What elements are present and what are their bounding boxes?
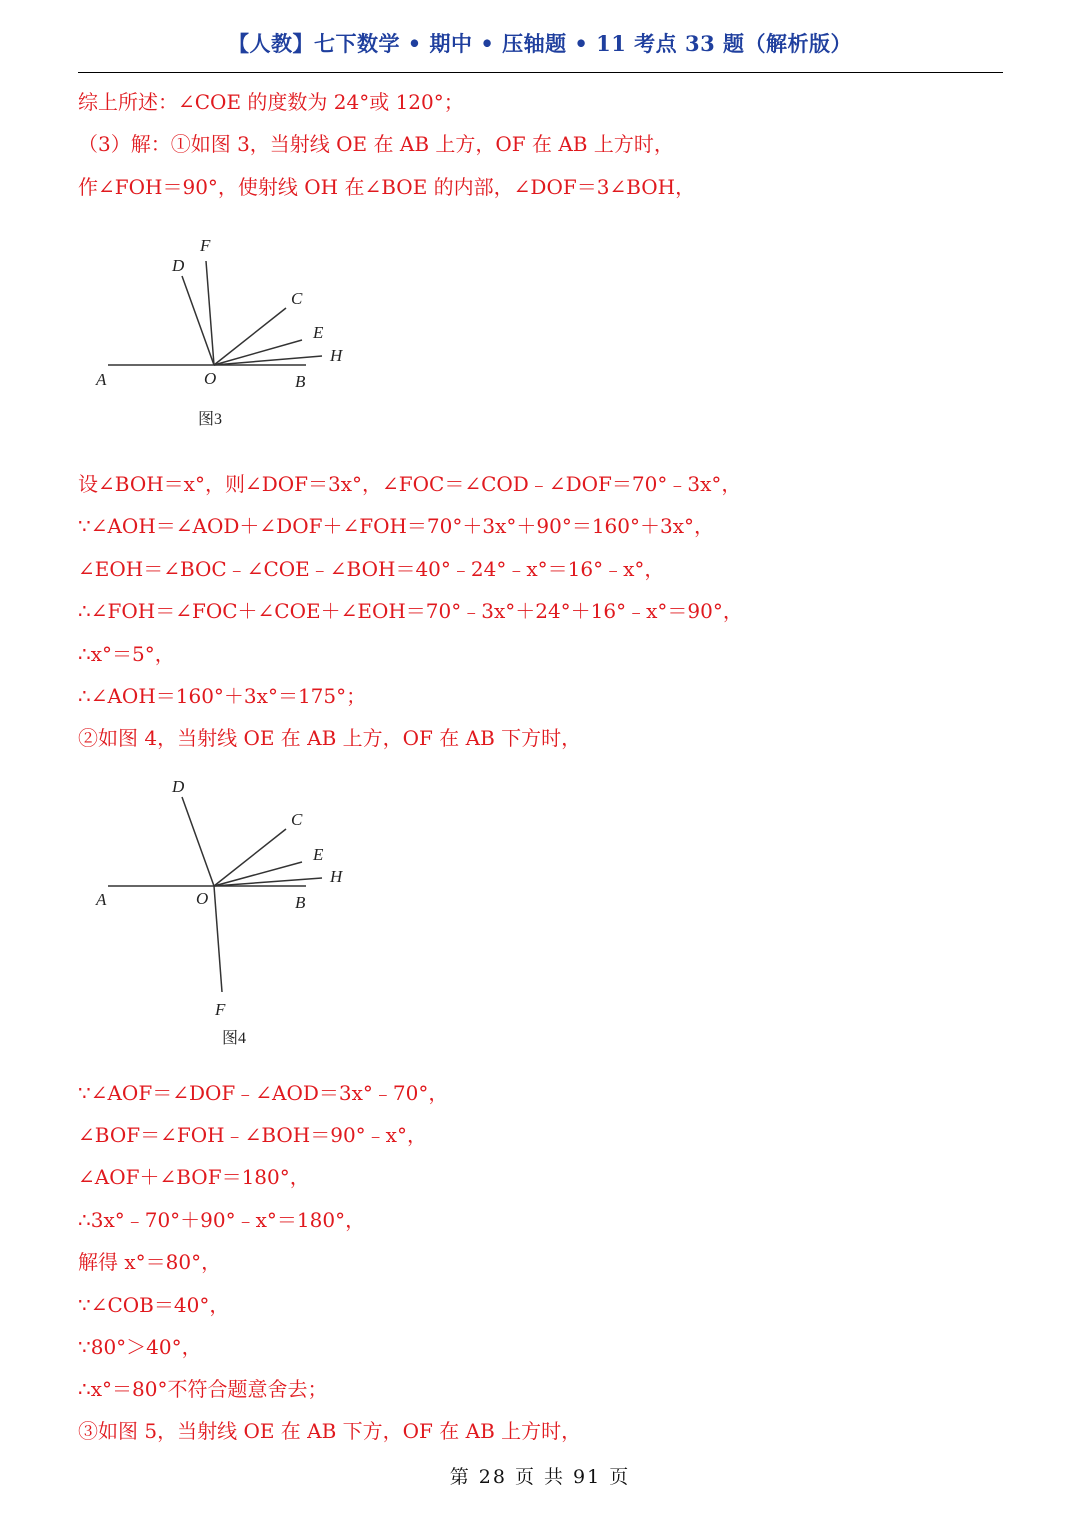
ray-oc	[214, 829, 286, 886]
label-f: F	[200, 236, 211, 255]
ray-of	[206, 261, 214, 365]
text-line-13: ∠AOF＋∠BOF＝180°，	[78, 1165, 310, 1189]
label-c: C	[291, 810, 303, 829]
page-footer: 第 28 页 共 91 页	[449, 1466, 631, 1488]
label-b: B	[295, 893, 306, 912]
header-divider	[78, 72, 1003, 73]
figure-3	[90, 228, 360, 438]
label-o: O	[204, 369, 217, 388]
text-line-6: ∠EOH＝∠BOC﹣∠COE﹣∠BOH＝40°﹣24°﹣x°＝16°﹣x°，	[78, 557, 665, 581]
ray-od	[182, 276, 214, 365]
text-line-14: ∴3x°﹣70°＋90°﹣x°＝180°，	[78, 1208, 366, 1232]
text-line-8: ∴x°＝5°，	[78, 642, 175, 666]
label-o: O	[196, 889, 209, 908]
ray-of	[214, 886, 222, 992]
text-line-18: ∴x°＝80°不符合题意舍去；	[78, 1377, 328, 1401]
page-header-title: 【人教】七下数学 • 期中 • 压轴题 • 11 考点 33 题（解析版）	[227, 31, 852, 56]
label-a: A	[96, 890, 107, 909]
label-c: C	[291, 289, 303, 308]
label-a: A	[96, 370, 107, 389]
label-b: B	[295, 372, 306, 391]
text-line-9: ∴∠AOH＝160°＋3x°＝175°；	[78, 684, 367, 708]
ray-od	[182, 797, 214, 886]
text-line-16: ∵∠COB＝40°，	[78, 1293, 230, 1317]
text-line-17: ∵80°＞40°，	[78, 1335, 202, 1359]
text-line-5: ∵∠AOH＝∠AOD＋∠DOF＋∠FOH＝70°＋3x°＋90°＝160°＋3x°，	[78, 514, 715, 538]
text-line-1: 综上所述：∠COE 的度数为 24°或 120°；	[78, 90, 464, 114]
figure-3-caption: 图3	[198, 411, 223, 428]
figure-4	[90, 770, 360, 1055]
label-e: E	[313, 845, 324, 864]
label-d: D	[172, 256, 185, 275]
text-line-15: 解得 x°＝80°，	[78, 1250, 222, 1274]
text-line-2: （3）解：①如图 3，当射线 OE 在 AB 上方，OF 在 AB 上方时，	[78, 132, 674, 156]
text-line-11: ∵∠AOF＝∠DOF﹣∠AOD＝3x°﹣70°，	[78, 1081, 449, 1105]
text-line-10: ②如图 4，当射线 OE 在 AB 上方，OF 在 AB 下方时，	[78, 726, 582, 750]
text-line-3: 作∠FOH＝90°，使射线 OH 在∠BOE 的内部，∠DOF＝3∠BOH，	[78, 175, 696, 199]
figure-4-caption: 图4	[222, 1030, 247, 1047]
label-h: H	[330, 867, 343, 886]
text-line-19: ③如图 5，当射线 OE 在 AB 下方，OF 在 AB 上方时，	[78, 1419, 582, 1443]
label-d: D	[172, 777, 185, 796]
ray-oc	[214, 308, 286, 365]
label-e: E	[313, 323, 324, 342]
label-f: F	[215, 1000, 226, 1019]
text-line-12: ∠BOF＝∠FOH﹣∠BOH＝90°﹣x°，	[78, 1123, 427, 1147]
text-line-4: 设∠BOH＝x°，则∠DOF＝3x°，∠FOC＝∠COD﹣∠DOF＝70°﹣3x°，	[78, 472, 742, 496]
text-line-7: ∴∠FOH＝∠FOC＋∠COE＋∠EOH＝70°﹣3x°＋24°＋16°﹣x°＝90°，	[78, 599, 743, 623]
label-h: H	[330, 346, 343, 365]
